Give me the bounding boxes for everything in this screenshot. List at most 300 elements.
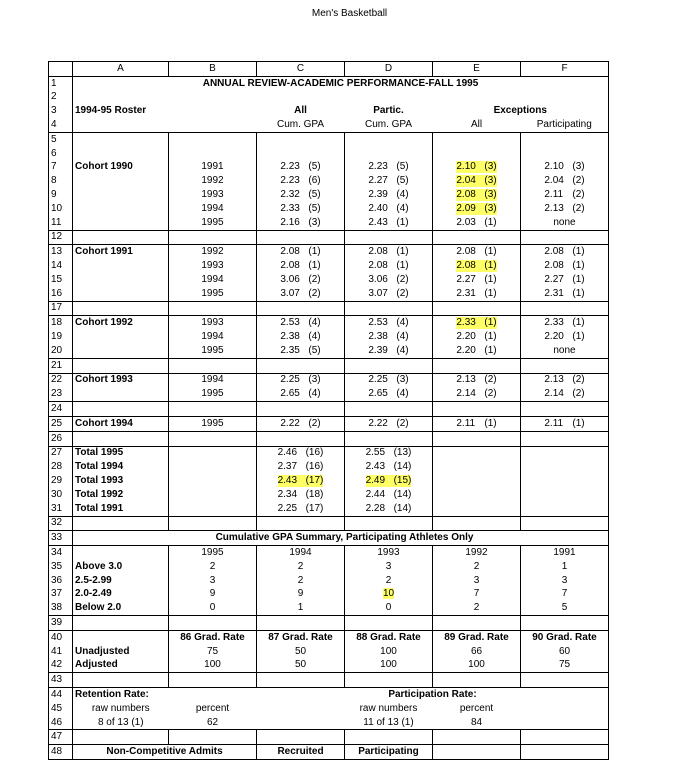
cell: [169, 516, 257, 531]
cell: [169, 358, 257, 373]
row-number: 12: [49, 230, 73, 245]
cell: [345, 91, 433, 105]
partic-gpa-cell: [345, 188, 433, 202]
gpa-pair: [544, 175, 584, 187]
exceptions-all-cell: [433, 245, 521, 259]
summary-value: 7: [433, 587, 521, 601]
exceptions-participating-cell: [521, 416, 609, 431]
cell: [521, 301, 609, 316]
exceptions-participating-cell: [521, 259, 609, 273]
count-value: (16): [305, 461, 324, 473]
retention-percent-label: percent: [195, 702, 230, 714]
all-gpa-cell: [257, 161, 345, 175]
count-value: (5): [396, 175, 409, 187]
summary-value: 2: [433, 601, 521, 615]
retention-raw-label: raw numbers: [91, 702, 150, 714]
count-value: (1): [572, 317, 585, 329]
gpa-pair: [456, 274, 496, 286]
cell: [433, 488, 521, 502]
count-value: (3): [484, 175, 497, 187]
cell: [73, 358, 169, 373]
year-cell: 1993: [169, 188, 257, 202]
grad-rate-header: 89 Grad. Rate: [433, 630, 521, 644]
gpa-pair: [280, 274, 320, 286]
count-value: (5): [308, 202, 321, 214]
row-number: 28: [49, 460, 73, 474]
retention-raw: 8 of 13 (1): [73, 716, 169, 730]
row-number: 16: [49, 287, 73, 301]
cell: [169, 446, 257, 460]
participation-raw: 11 of 13 (1): [345, 716, 433, 730]
partic-gpa-cell: [345, 259, 433, 273]
row-number: 38: [49, 601, 73, 615]
exceptions-participating-cell: none: [521, 216, 609, 230]
all-gpa-cell: [257, 344, 345, 358]
gpa-pair: [544, 331, 584, 343]
sheet-row: [49, 76, 609, 90]
column-header-row: [49, 62, 609, 77]
gpa-value: 2.65: [368, 388, 388, 400]
cell: 1994-95 Roster: [75, 105, 147, 117]
count-value: (14): [393, 461, 412, 473]
cell: [433, 402, 521, 417]
gpa-pair: [368, 374, 408, 386]
row-number: 15: [49, 273, 73, 287]
cell: All: [294, 105, 307, 117]
row-number: 22: [49, 373, 73, 387]
gpa-pair: [368, 161, 408, 173]
total-all-cell: [257, 502, 345, 516]
count-value: (15): [393, 475, 412, 486]
gpa-pair: [456, 374, 496, 386]
spreadsheet: [48, 61, 609, 760]
gpa-pair: [366, 461, 412, 473]
cohort-label: [73, 344, 169, 358]
gpa-pair: [368, 274, 408, 286]
exceptions-all-cell: [433, 202, 521, 216]
cell: [169, 118, 257, 132]
cell: [345, 730, 433, 745]
all-gpa-cell: [257, 373, 345, 387]
count-value: (1): [484, 287, 497, 299]
count-value: (5): [308, 161, 321, 173]
cell: [257, 730, 345, 745]
gpa-value: 2.13: [456, 374, 476, 386]
grad-value: 50: [257, 658, 345, 672]
gpa-value: 2.10: [544, 161, 564, 173]
total-partic-cell: [345, 502, 433, 516]
gpa-value: 2.39: [368, 344, 388, 356]
gpa-value: 2.37: [277, 461, 298, 473]
gpa-pair: [278, 461, 324, 473]
gpa-value: 2.25: [277, 502, 298, 514]
gpa-value: 2.40: [368, 202, 388, 214]
sheet-row: [49, 688, 609, 702]
sheet-row: [49, 301, 609, 316]
gpa-pair: [280, 418, 320, 430]
gpa-value: 2.33: [456, 317, 476, 329]
row-number: 48: [49, 745, 73, 760]
partic-gpa-cell: [345, 161, 433, 175]
count-value: (3): [484, 189, 497, 201]
count-value: (1): [484, 273, 497, 285]
cell: [257, 616, 345, 631]
gpa-value: 2.22: [368, 417, 388, 429]
gpa-value: 2.33: [544, 317, 564, 329]
cell: [521, 673, 609, 688]
count-value: (2): [308, 417, 321, 429]
exceptions-all-cell: [433, 273, 521, 287]
gpa-value: 2.38: [280, 331, 300, 343]
year-cell: 1995: [169, 416, 257, 431]
exceptions-all-cell: [433, 416, 521, 431]
count-value: (2): [396, 273, 409, 285]
gpa-pair: [544, 388, 584, 400]
count-value: (16): [305, 447, 324, 459]
total-all-cell: [257, 474, 345, 488]
gpa-value: 2.08: [280, 260, 300, 272]
count-value: (4): [308, 331, 321, 343]
cell: [169, 688, 257, 702]
year-cell: 1995: [169, 216, 257, 230]
cell: Cum. GPA: [345, 118, 433, 132]
exceptions-all-cell: [433, 344, 521, 358]
retention-percent: 62: [169, 716, 257, 730]
column-header: D: [345, 62, 433, 77]
row-number: 14: [49, 259, 73, 273]
cell: [257, 431, 345, 446]
grad-label: Adjusted: [73, 658, 169, 672]
gpa-value: 2.23: [280, 175, 300, 187]
gpa-value: 2.10: [456, 161, 476, 173]
row-number: 3: [49, 104, 73, 118]
gpa-value: 2.49: [365, 475, 386, 486]
gpa-value: 2.08: [544, 260, 564, 272]
exceptions-participating-cell: [521, 161, 609, 175]
gpa-value: 2.13: [544, 374, 564, 386]
sheet-row: [49, 745, 609, 760]
cell: [521, 91, 609, 105]
recruited-label: Recruited: [257, 745, 345, 760]
exceptions-all-cell: [433, 174, 521, 188]
row-number: 7: [49, 161, 73, 175]
cell: [521, 716, 609, 730]
cell: Partic.: [373, 105, 404, 117]
cell: [433, 460, 521, 474]
summary-value: 0: [169, 601, 257, 615]
cell: [257, 132, 345, 146]
cell: [169, 488, 257, 502]
row-number: 5: [49, 132, 73, 146]
cell: [521, 446, 609, 460]
cell: [73, 91, 169, 105]
gpa-value: 2.22: [280, 417, 300, 429]
row-number: 13: [49, 245, 73, 259]
gpa-pair: [456, 203, 496, 215]
cell: [73, 147, 169, 161]
sheet-row: [49, 344, 609, 358]
count-value: (17): [305, 502, 324, 514]
all-gpa-cell: [257, 287, 345, 301]
count-value: (18): [305, 488, 324, 500]
cell: [433, 730, 521, 745]
gpa-pair: [280, 189, 320, 201]
sheet-row: [49, 446, 609, 460]
summary-label: 2.5-2.99: [73, 574, 169, 588]
cell: [521, 402, 609, 417]
gpa-pair: [368, 288, 408, 300]
row-number: 35: [49, 560, 73, 574]
gpa-value: 2.04: [456, 175, 476, 187]
participating-label: Participating: [345, 745, 433, 760]
gpa-value: 2.31: [544, 287, 564, 299]
exceptions-participating-cell: [521, 287, 609, 301]
cell: [345, 230, 433, 245]
sheet-row: [49, 560, 609, 574]
cell: [257, 716, 345, 730]
gpa-pair: [544, 246, 584, 258]
gpa-pair: [280, 345, 320, 357]
cell: [433, 431, 521, 446]
sheet-row: [49, 91, 609, 105]
count-value: (6): [308, 175, 321, 187]
cell: [169, 132, 257, 146]
summary-label: 2.0-2.49: [73, 587, 169, 601]
gpa-value: 2.11: [544, 417, 564, 429]
corner-cell: [49, 62, 73, 77]
cell: [169, 730, 257, 745]
participation-percent-label: percent: [459, 702, 494, 714]
cell: Participating: [521, 118, 609, 132]
sheet-row: [49, 645, 609, 659]
gpa-value: 2.20: [456, 331, 476, 343]
all-gpa-cell: [257, 416, 345, 431]
gpa-pair: [368, 246, 408, 258]
gpa-value: 2.39: [368, 189, 388, 201]
cell: [73, 730, 169, 745]
gpa-pair: [366, 503, 412, 515]
partic-gpa-cell: [345, 216, 433, 230]
grad-rate-header: 86 Grad. Rate: [169, 630, 257, 644]
gpa-pair: [280, 246, 320, 258]
gpa-value: 2.08: [456, 189, 476, 201]
gpa-value: 2.16: [280, 216, 300, 228]
summary-value: 2: [433, 560, 521, 574]
count-value: (5): [308, 344, 321, 356]
sheet-row: [49, 673, 609, 688]
gpa-value: 2.14: [544, 388, 564, 400]
participation-percent: 84: [433, 716, 521, 730]
cell: [257, 358, 345, 373]
cell: Exceptions: [433, 104, 609, 118]
grad-value: 60: [521, 645, 609, 659]
cell: [345, 673, 433, 688]
gpa-value: 2.43: [368, 216, 388, 228]
exceptions-all-cell: [433, 216, 521, 230]
sheet-row: [49, 118, 609, 132]
sheet-row: [49, 147, 609, 161]
gpa-pair: [280, 374, 320, 386]
sheet-row: [49, 216, 609, 230]
cohort-label: [73, 330, 169, 344]
gpa-pair: [544, 418, 584, 430]
cell: [521, 230, 609, 245]
count-value: (4): [396, 317, 409, 329]
summary-value: 0: [345, 601, 433, 615]
retention-label: Retention Rate:: [75, 688, 149, 700]
cell: [169, 474, 257, 488]
summary-value: 2: [169, 560, 257, 574]
partic-gpa-cell: [345, 316, 433, 330]
gpa-pair: [544, 189, 584, 201]
partic-gpa-cell: [345, 174, 433, 188]
gpa-value: 2.23: [368, 161, 388, 173]
gpa-pair: [456, 388, 496, 400]
count-value: (1): [484, 260, 497, 272]
year-cell: 1993: [169, 316, 257, 330]
sheet-row: [49, 402, 609, 417]
gpa-pair: [278, 489, 324, 501]
summary-value: 9: [257, 587, 345, 601]
count-value: (1): [308, 246, 321, 258]
page-title: Men's Basketball: [311, 8, 388, 19]
row-number: 47: [49, 730, 73, 745]
cell: [73, 132, 169, 146]
count-value: (3): [484, 161, 497, 173]
gpa-pair: [280, 317, 320, 329]
summary-year: 1993: [345, 546, 433, 560]
gpa-pair: [456, 331, 496, 343]
count-value: (4): [396, 189, 409, 201]
row-number: 1: [49, 76, 73, 90]
gpa-pair: [456, 175, 496, 187]
row-number: 19: [49, 330, 73, 344]
all-gpa-cell: [257, 330, 345, 344]
summary-value: 1: [257, 601, 345, 615]
gpa-value: 3.07: [280, 287, 300, 299]
gpa-value: 3.06: [368, 273, 388, 285]
summary-value: 1: [521, 560, 609, 574]
cell: [73, 673, 169, 688]
count-value: (3): [572, 161, 585, 173]
total-all-cell: [257, 446, 345, 460]
cohort-label: [73, 216, 169, 230]
count-value: (1): [484, 216, 497, 228]
partic-gpa-cell: [345, 373, 433, 387]
sheet-row: [49, 316, 609, 330]
cell: [257, 516, 345, 531]
cell: [257, 301, 345, 316]
cell: [169, 673, 257, 688]
gpa-pair: [456, 260, 496, 272]
cohort-label: Cohort 1993: [73, 373, 169, 387]
summary-year: 1991: [521, 546, 609, 560]
gpa-value: 2.09: [456, 202, 476, 214]
sheet-row: [49, 460, 609, 474]
cell: [73, 546, 169, 560]
sheet-row: [49, 104, 609, 118]
sheet-row: [49, 273, 609, 287]
sheet-title: ANNUAL REVIEW-ACADEMIC PERFORMANCE-FALL 1995: [73, 76, 609, 90]
sheet-row: [49, 587, 609, 601]
summary-value: 3: [433, 574, 521, 588]
gpa-pair: [366, 489, 412, 501]
cell: [521, 474, 609, 488]
cell: All: [433, 118, 521, 132]
cell: [521, 358, 609, 373]
cell: [73, 630, 169, 644]
cell: [521, 132, 609, 146]
gpa-pair: [368, 260, 408, 272]
count-value: (1): [308, 260, 321, 272]
exceptions-participating-cell: [521, 316, 609, 330]
summary-year: 1994: [257, 546, 345, 560]
count-value: (1): [572, 273, 585, 285]
cell: [521, 745, 609, 760]
cohort-label: [73, 188, 169, 202]
total-partic-cell: [345, 460, 433, 474]
gpa-value: 3.06: [280, 273, 300, 285]
gpa-pair: [280, 288, 320, 300]
exceptions-participating-cell: [521, 373, 609, 387]
cell: [169, 431, 257, 446]
all-gpa-cell: [257, 188, 345, 202]
exceptions-all-cell: [433, 387, 521, 401]
column-header: B: [169, 62, 257, 77]
gpa-pair: [544, 274, 584, 286]
gpa-value: 2.34: [277, 488, 298, 500]
sheet-row: [49, 702, 609, 716]
cell: [169, 301, 257, 316]
count-value: (13): [393, 447, 412, 459]
gpa-value: 2.27: [544, 273, 564, 285]
all-gpa-cell: [257, 259, 345, 273]
year-cell: 1993: [169, 259, 257, 273]
sheet-row: [49, 330, 609, 344]
count-value: (14): [393, 502, 412, 514]
gpa-value: 2.44: [365, 488, 386, 500]
cell: [257, 91, 345, 105]
gpa-value: 2.04: [544, 175, 564, 187]
gpa-value: 2.27: [368, 175, 388, 187]
count-value: (1): [484, 417, 497, 429]
sheet-row: [49, 658, 609, 672]
summary-value: [345, 587, 433, 601]
cell: [169, 616, 257, 631]
count-value: (3): [396, 374, 409, 386]
cell: [433, 230, 521, 245]
row-number: 4: [49, 118, 73, 132]
exceptions-all-cell: [433, 188, 521, 202]
cell: [345, 516, 433, 531]
sheet-row: [49, 474, 609, 488]
cohort-label: [73, 273, 169, 287]
row-number: 40: [49, 630, 73, 644]
gpa-value: 2.23: [280, 161, 300, 173]
cell: [169, 402, 257, 417]
gpa-pair: [368, 317, 408, 329]
summary-value: 3: [169, 574, 257, 588]
gpa-pair: [280, 331, 320, 343]
partic-gpa-cell: [345, 416, 433, 431]
count-value: (2): [484, 388, 497, 400]
cell: [73, 431, 169, 446]
year-cell: 1994: [169, 202, 257, 216]
sheet-row: [49, 373, 609, 387]
cell: [73, 230, 169, 245]
cell: [73, 516, 169, 531]
sheet-row: [49, 132, 609, 146]
